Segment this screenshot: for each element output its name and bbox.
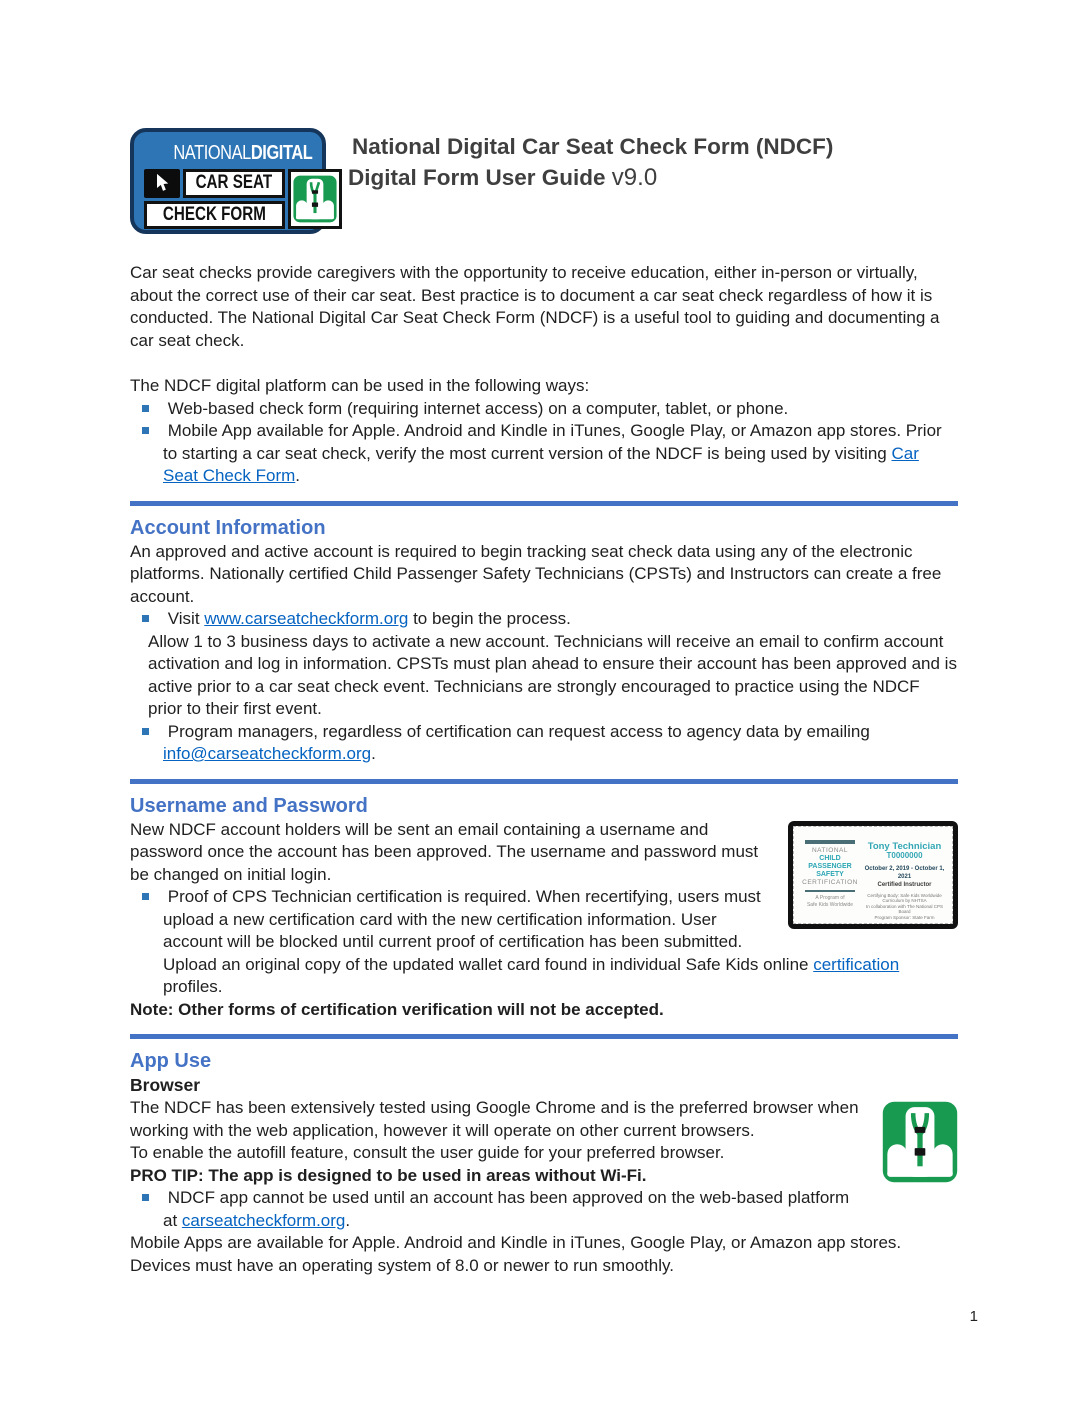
info-email-link[interactable]: info@carseatcheckform.org bbox=[163, 744, 372, 763]
section-divider bbox=[130, 1034, 958, 1039]
bullet-item-web-based: Web-based check form (requiring internet access) on a computer, tablet, or phone. bbox=[130, 398, 958, 421]
account-information-heading: Account Information bbox=[130, 516, 326, 539]
card-bar bbox=[805, 840, 855, 844]
certification-card-inner bbox=[793, 826, 953, 924]
cursor-icon bbox=[144, 169, 180, 198]
certification-note: Note: Other forms of certification verification will not be accepted. bbox=[130, 999, 664, 1019]
pro-tip: PRO TIP: The app is designed to be used in areas without Wi-Fi. bbox=[130, 1165, 647, 1185]
car-seat-check-form-link[interactable]: Car Seat Check Form bbox=[163, 443, 919, 485]
document-header bbox=[130, 128, 958, 234]
certification-card-image bbox=[788, 821, 958, 929]
version-number: v9.0 bbox=[611, 164, 658, 191]
carseatcheckform-org-link[interactable]: carseatcheckform.org bbox=[181, 1210, 346, 1230]
bullet-item-visit: Visit www.carseatcheckform.org to begin the process. bbox=[130, 608, 958, 631]
section-divider bbox=[130, 779, 958, 784]
app-use-heading: App Use bbox=[130, 1050, 212, 1072]
platform-ways-intro: The NDCF digital platform can be used in the following ways: bbox=[130, 376, 590, 395]
carseatcheckform-org-link[interactable]: www.carseatcheckform.org bbox=[204, 609, 409, 628]
username-password-heading: Username and Password bbox=[130, 794, 368, 817]
bullet-item-proof-certification: Proof of CPS Technician certification is required. When recertifying, users must upload a new certification card with the new certification information. User account will be blocked until current proof of certification has been submitted. Upload an original copy of the updated wallet card found in individual Safe Kids online certification profiles. bbox=[130, 886, 958, 999]
bullet-item-ndcf-app: NDCF app cannot be used until an account has been approved on the web-based platform at carseatcheckform.org. bbox=[130, 1187, 958, 1232]
card-valid-dates: October 2, 2019 - October 1, 2021 bbox=[864, 865, 945, 880]
card-role: Certified Instructor bbox=[877, 881, 932, 888]
logo-word-checkform: CHECK FORM bbox=[144, 201, 285, 230]
account-activation-paragraph: Allow 1 to 3 business days to activate a new account. Technicians will receive an email to confirm account activation and log in information. CPSTs must plan ahead to ensure their account has been approved and is active prior to a car seat check event. Technicians are strongly encouraged to practice using the NDCF prior to their first event. bbox=[148, 631, 957, 718]
certification-card-right: Tony Technician T0000000 October 2, 2019 - October 1, 2021 Certified Instructor Certifying Body: Safe Kids Worldwide Curriculum by NHTSA In collaboration with The National CPS Board Program Sponsor: State Farm bbox=[861, 834, 948, 919]
bullet-item-mobile-app: Mobile App available for Apple. Android and Kindle in iTunes, Google Play, or Amazon app stores. Prior to starting a car seat check, verify the most current version of the NDCF is being used by visiting Car Seat Check Form. bbox=[130, 420, 958, 488]
document-title bbox=[348, 128, 833, 193]
intro-paragraph: Car seat checks provide caregivers with the opportunity to receive education, either in-person or virtually, about the correct use of their car seat. Best practice is to document a car seat check regardless of how it is conducted. The National Digital Car Seat Check Form (NDCF) is a useful tool to guiding and documenting a car seat check. bbox=[130, 263, 940, 350]
title-line-1: National Digital Car Seat Check Form (NDCF) bbox=[352, 134, 834, 159]
section-divider bbox=[130, 501, 958, 506]
app-use-section bbox=[130, 1048, 958, 1277]
title-line-2: Digital Form User Guide v9.0 bbox=[348, 164, 658, 191]
autofill-paragraph: To enable the autofill feature, consult the user guide for your preferred browser. bbox=[130, 1143, 725, 1162]
card-holder-id: T0000000 bbox=[886, 850, 923, 860]
logo-word-carseat: CAR SEAT bbox=[183, 169, 285, 198]
card-holder-name: Tony Technician bbox=[867, 840, 942, 852]
logo-word-national: NATIONAL bbox=[173, 141, 251, 164]
bullet-item-program-managers: Program managers, regardless of certification can request access to agency data by emailing info@carseatcheckform.org. bbox=[130, 721, 958, 766]
car-seat-icon bbox=[882, 1101, 958, 1190]
account-paragraph: An approved and active account is required to begin tracking seat check data using any of the electronic platforms. Nationally certified Child Passenger Safety Technicians (CPSTs) and Instructors can create a free account. bbox=[130, 541, 942, 606]
browser-paragraph: The NDCF has been extensively tested using Google Chrome and is the preferred browser when working with the web application, however it will operate on other current browsers. bbox=[130, 1098, 859, 1140]
certification-link[interactable]: certification bbox=[813, 954, 900, 974]
page-number: 1 bbox=[969, 1307, 978, 1325]
logo-wordmark bbox=[162, 140, 324, 166]
username-paragraph: New NDCF account holders will be sent an email containing a username and password once the account has been approved. The username and password must be changed on initial login. bbox=[130, 819, 759, 884]
username-password-section bbox=[130, 793, 958, 1022]
mobile-apps-paragraph: Mobile Apps are available for Apple. Android and Kindle in iTunes, Google Play, or Amazon app stores. Devices must have an operating system of 8.0 or newer to run smoothly. bbox=[130, 1233, 902, 1275]
car-seat-icon bbox=[288, 169, 342, 229]
ndcf-logo bbox=[130, 128, 326, 234]
certification-card-left: NATIONAL CHILD PASSENGER SAFETY CERTIFICATION A Program of Safe Kids Worldwide bbox=[799, 834, 861, 919]
browser-subheading: Browser bbox=[130, 1075, 201, 1095]
logo-word-digital: DIGITAL bbox=[250, 141, 313, 164]
card-bar bbox=[805, 890, 855, 892]
